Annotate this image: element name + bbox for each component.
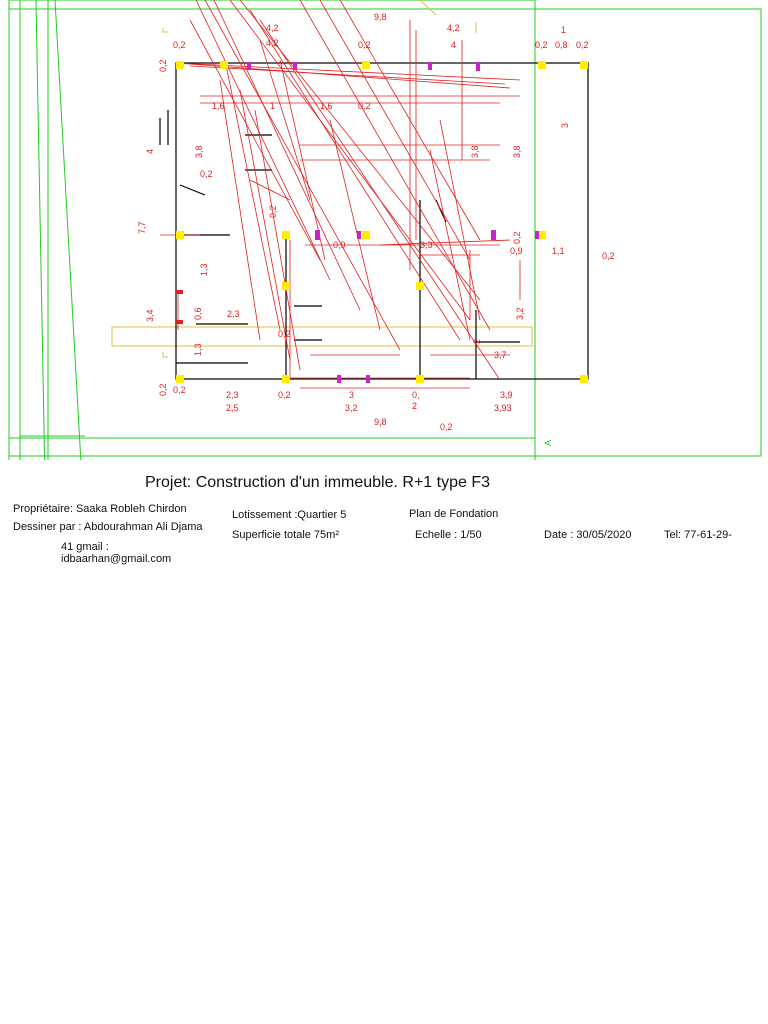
dim-in-3-8c: 3,8 xyxy=(512,145,522,158)
dim-bot-3: 3 xyxy=(349,390,355,400)
dim-top-4: 4 xyxy=(451,40,457,50)
frame-lines xyxy=(9,0,761,460)
dim-in-0-2e: 0,2 xyxy=(278,329,291,339)
beam-band xyxy=(112,0,532,357)
dim-top-4-2a: 4,2 xyxy=(266,23,279,33)
dim-in-2: 2 xyxy=(472,338,482,344)
tel-label: Tel: 77-61-29- xyxy=(664,529,732,541)
dim-top-1: 1 xyxy=(561,25,567,35)
dim-right-1-1: 1,1 xyxy=(552,246,565,256)
dim-top-0-8: 0,8 xyxy=(555,40,568,50)
dim-left-3-4: 3,4 xyxy=(145,309,155,322)
dim-in-3-3: 3,3 xyxy=(420,240,433,250)
dim-right-3: 3 xyxy=(560,122,570,128)
dim-in-2-3a: 2,3 xyxy=(227,309,240,319)
dimension-labels xyxy=(137,12,615,446)
dim-bot-2-5: 2,5 xyxy=(226,403,239,413)
project-title: Projet: Construction d'un immeuble. R+1 type F3 xyxy=(145,474,490,491)
dim-in-0-9b: 0,9 xyxy=(510,246,523,256)
plan-name-label: Plan de Fondation xyxy=(409,508,499,520)
lot-label: Lotissement :Quartier 5 xyxy=(232,509,347,521)
email-label: idbaarhan@gmail.com xyxy=(61,553,172,565)
dim-in-3-8a: 3,8 xyxy=(194,145,204,158)
area-label: Superficie totale 75m² xyxy=(232,529,339,541)
dim-in-0-2d: 0,2 xyxy=(512,231,522,244)
dim-in-1-3a: 1,3 xyxy=(199,263,209,276)
columns xyxy=(176,61,588,383)
dim-bot-3-93: 3,93 xyxy=(494,403,512,413)
drawn-by-label: Dessiner par : Abdourahman Ali Djama xyxy=(13,521,203,533)
dim-bot-3-2: 3,2 xyxy=(345,403,358,413)
dim-in-3-2a: 3,2 xyxy=(515,307,525,320)
dim-in-0-2a: 0,2 xyxy=(358,101,371,111)
dim-bot-3-9: 3,9 xyxy=(500,390,513,400)
dim-top-0-2c: 0,2 xyxy=(535,40,548,50)
dim-left-7-7: 7,7 xyxy=(137,221,147,234)
dim-left-0-2b: 0,2 xyxy=(158,383,168,396)
date-label: Date : 30/05/2020 xyxy=(544,529,632,541)
dim-bot-0-2b: 0,2 xyxy=(278,390,291,400)
dim-top-total: 9,8 xyxy=(374,12,387,22)
dim-in-0-9a: 0,9 xyxy=(333,240,346,250)
foundation-plan-drawing xyxy=(0,0,768,460)
dim-in-0-2c: 0,2 xyxy=(268,205,278,218)
dim-top-4-2c: 4,2 xyxy=(447,23,460,33)
dim-bot-0-2a: 0,2 xyxy=(173,385,186,395)
owner-label: Propriétaire: Saaka Robleh Chirdon xyxy=(13,503,187,515)
side-label-a: A xyxy=(543,439,553,446)
dim-in-1: 1 xyxy=(270,101,276,111)
tel-continuation: 41 gmail : xyxy=(61,541,109,553)
dim-top-0-2b: 0,2 xyxy=(358,40,371,50)
dim-bot-9-8: 9,8 xyxy=(374,417,387,427)
dim-bot-2: 2 xyxy=(412,401,418,411)
dim-top-0-2a: 0,2 xyxy=(173,40,186,50)
dim-in-1-3b: 1,3 xyxy=(193,343,203,356)
dim-in-0-6: 0,6 xyxy=(193,307,203,320)
dim-in-1-6b: 1,6 xyxy=(320,101,333,111)
dim-in-3-7: 3,7 xyxy=(494,350,507,360)
dim-left-4: 4 xyxy=(145,148,155,154)
dim-right-0-2: 0,2 xyxy=(602,251,615,261)
dim-in-1-6a: 1,6 xyxy=(212,101,225,111)
dim-bot-0: 0, xyxy=(412,390,420,400)
dim-left-0-2: 0,2 xyxy=(158,59,168,72)
dimension-lines xyxy=(160,0,520,388)
dim-in-0-2b: 0,2 xyxy=(200,169,213,179)
scale-label: Echelle : 1/50 xyxy=(415,529,482,541)
dim-top-4-2b: 4,2 xyxy=(266,38,279,48)
dim-bot-0-2c: 0,2 xyxy=(440,422,453,432)
dim-top-0-2d: 0,2 xyxy=(576,40,589,50)
dim-bot-2-3: 2,3 xyxy=(226,390,239,400)
dim-in-3-8b: 3,8 xyxy=(470,145,480,158)
